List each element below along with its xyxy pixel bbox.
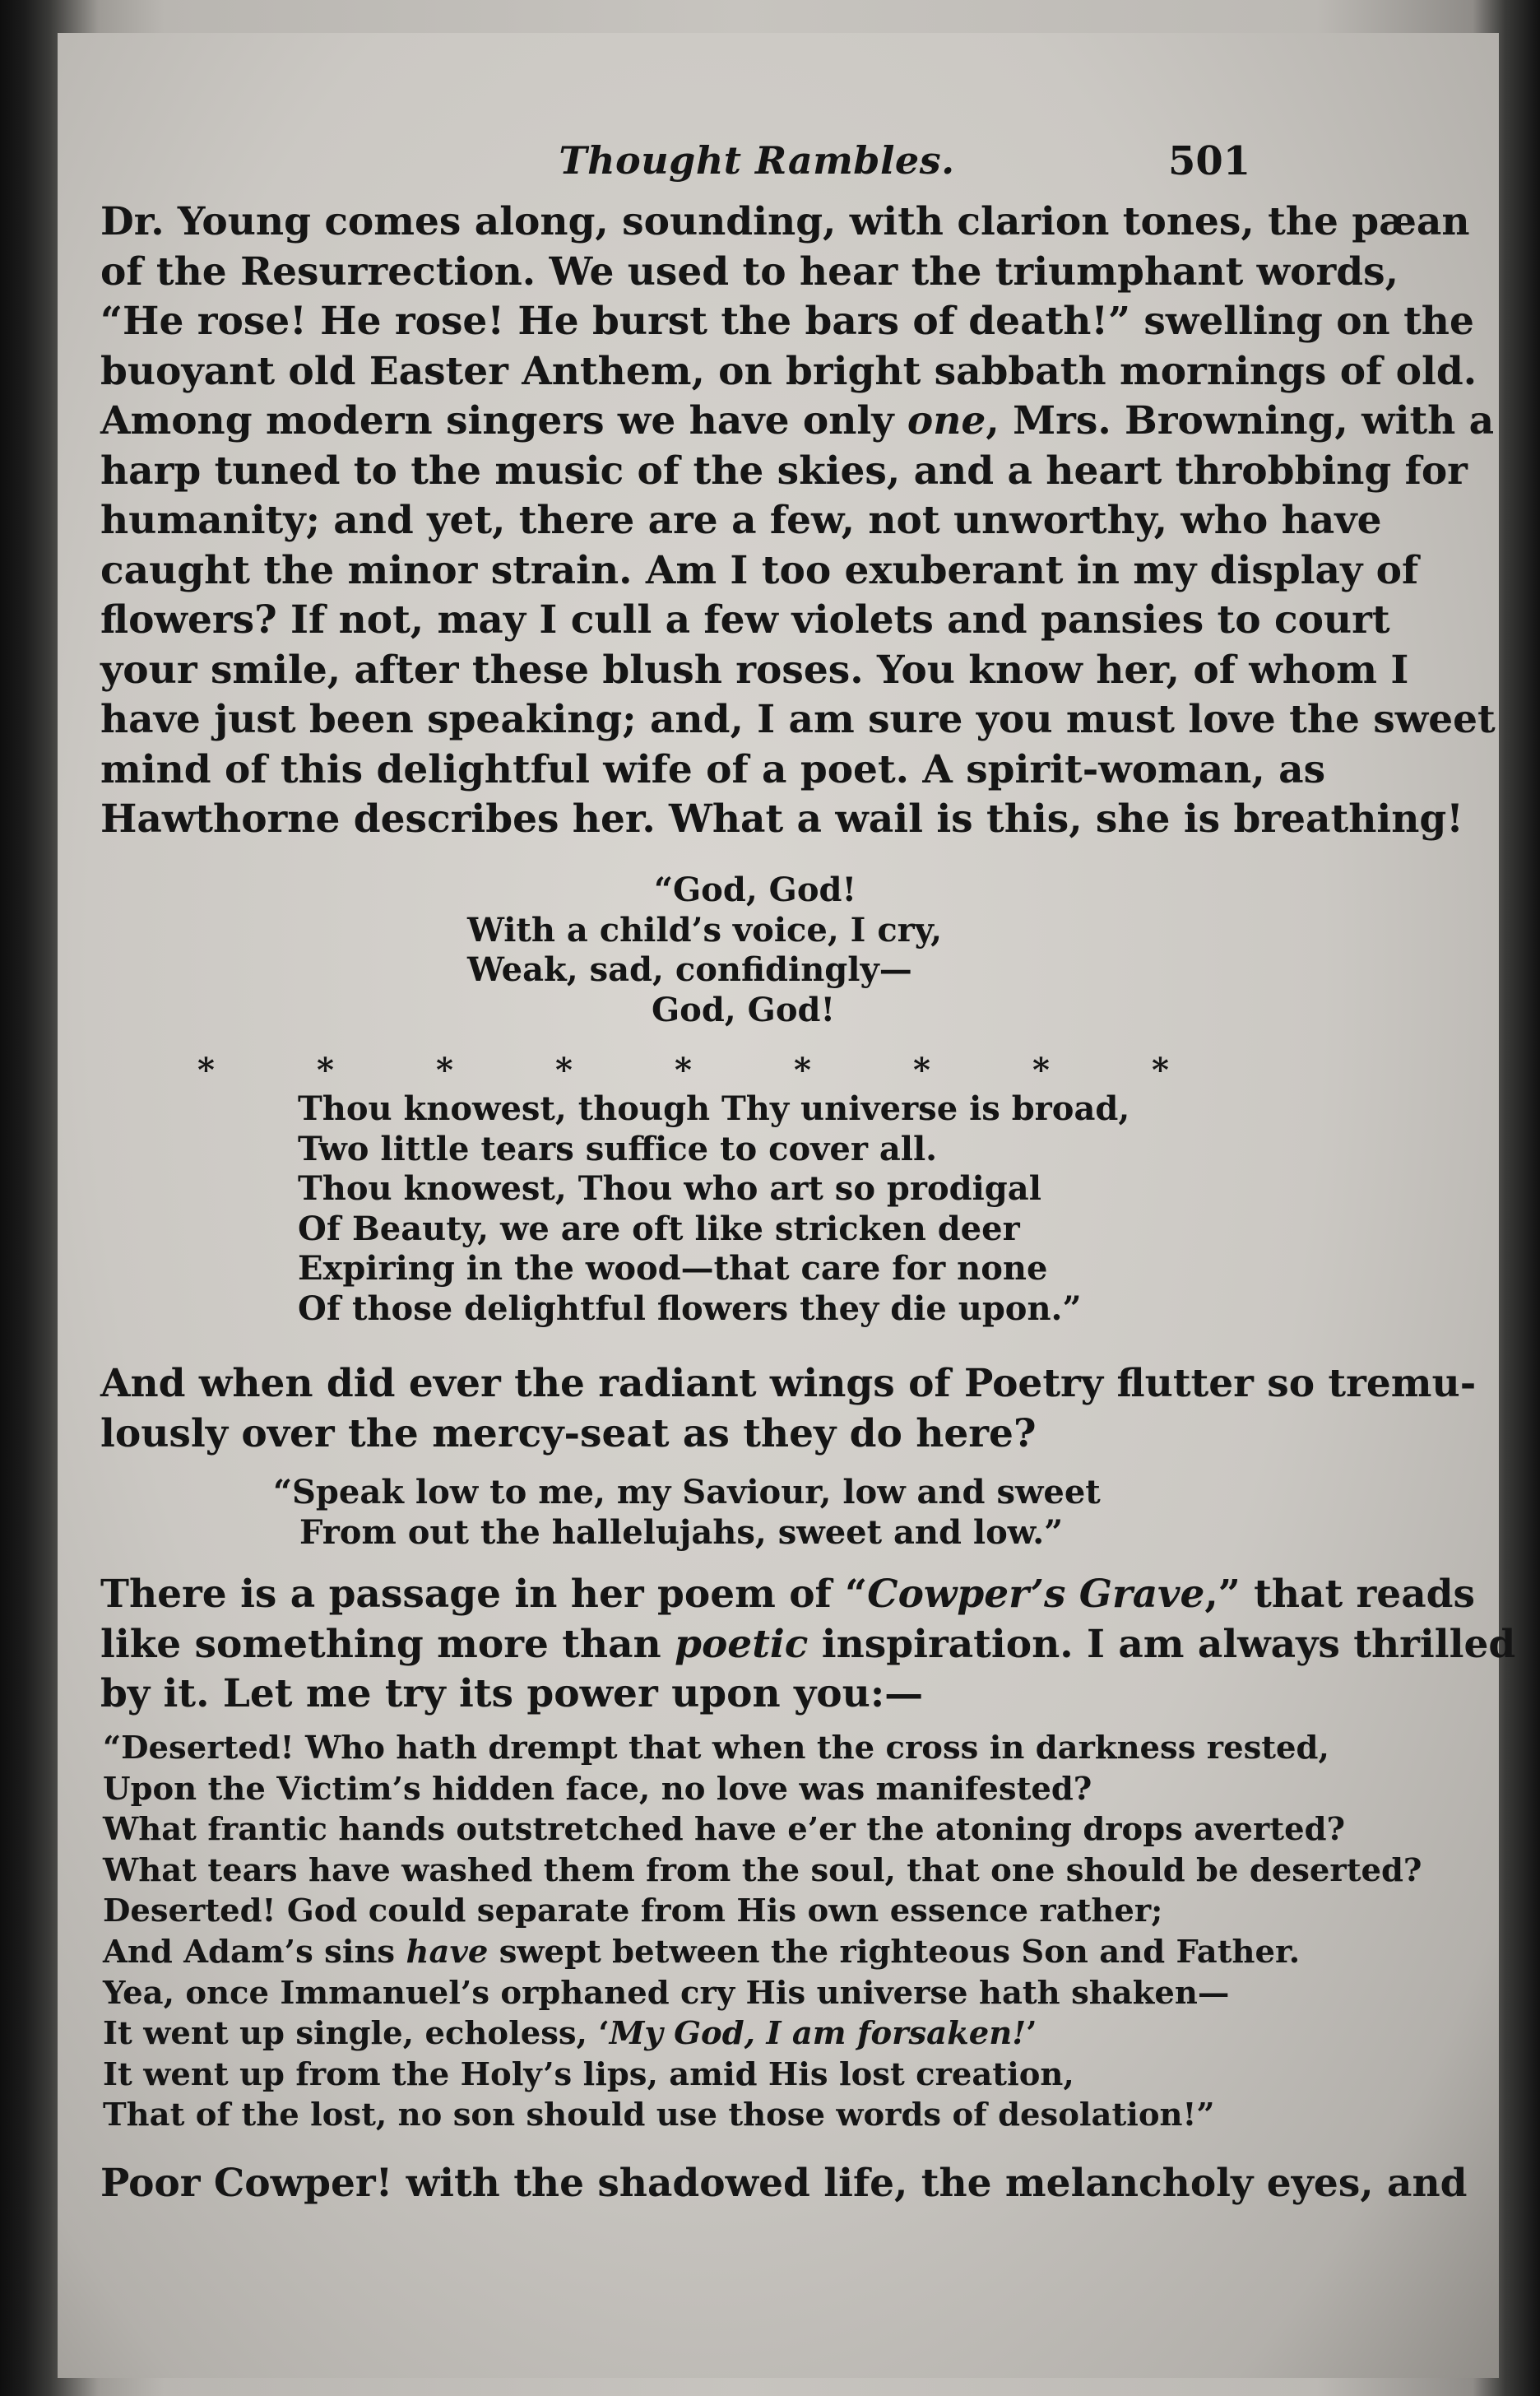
text-line: There is a passage in her poem of “Cowper’s Grave,” that reads bbox=[100, 1572, 1475, 1617]
text-line: by it. Let me try its power upon you:— bbox=[100, 1671, 924, 1716]
verse-line: Upon the Victim’s hidden face, no love was manifested? bbox=[103, 1770, 1092, 1808]
text-line: “He rose! He rose! He burst the bars of death!” swelling on the bbox=[100, 299, 1474, 344]
verse-line: It went up single, echoless, ‘My God, I am forsaken!’ bbox=[103, 2015, 1037, 2053]
running-head bbox=[58, 107, 1499, 189]
text-line: Dr. Young comes along, sounding, with clarion tones, the pæan bbox=[100, 199, 1470, 244]
verse-line: Thou knowest, Thou who art so prodigal bbox=[298, 1169, 1041, 1208]
paragraph-poor-cowper bbox=[100, 2159, 1468, 2209]
verse-line: “Deserted! Who hath drempt that when the cross in darkness rested, bbox=[103, 1730, 1329, 1767]
verse-line: Expiring in the wood—that care for none bbox=[298, 1249, 1048, 1288]
text-line: Among modern singers we have only one, Mrs. Browning, with a bbox=[100, 398, 1495, 443]
text-line: caught the minor strain. Am I too exuberant in my display of bbox=[100, 547, 1419, 593]
poem-deserted bbox=[103, 1728, 1422, 2136]
text-line: humanity; and yet, there are a few, not unworthy, who have bbox=[100, 498, 1382, 543]
text-line: have just been speaking; and, I am sure you must love the sweet bbox=[100, 697, 1496, 742]
text-line: mind of this delightful wife of a poet. A spirit-woman, as bbox=[100, 746, 1326, 792]
verse-line: What frantic hands outstretched have e’er the atoning drops averted? bbox=[103, 1811, 1346, 1849]
text-line: flowers? If not, may I cull a few violets and pansies to court bbox=[100, 597, 1390, 643]
asterisk: * bbox=[675, 1051, 692, 1089]
text-line: like something more than poetic inspiration. I am always thrilled bbox=[100, 1621, 1516, 1667]
asterisk: * bbox=[317, 1051, 334, 1089]
verse-line: God, God! bbox=[652, 990, 836, 1029]
text-line: Poor Cowper! with the shadowed life, the melancholy eyes, and bbox=[100, 2161, 1468, 2206]
poem-title: Cowper’s Grave bbox=[867, 1572, 1205, 1617]
verse-line: And Adam’s sins have swept between the righteous Son and Father. bbox=[103, 1933, 1301, 1971]
verse-line: Two little tears suffice to cover all. bbox=[298, 1129, 938, 1168]
verse-line: Deserted! God could separate from His own essence rather; bbox=[103, 1892, 1163, 1930]
verse-line: With a child’s voice, I cry, bbox=[467, 910, 943, 950]
verse-line: “Speak low to me, my Saviour, low and sweet bbox=[273, 1473, 1101, 1511]
text-line: Hawthorne describes her. What a wail is this, she is breathing! bbox=[100, 796, 1463, 842]
verse-line: Weak, sad, confidingly— bbox=[467, 950, 912, 989]
text-line: of the Resurrection. We used to hear the triumphant words, bbox=[100, 248, 1399, 295]
page-number: 501 bbox=[1168, 138, 1251, 184]
emphasis: poetic bbox=[675, 1621, 809, 1667]
paragraph-cowpers-grave bbox=[100, 1570, 1516, 1720]
verse-line: Of Beauty, we are oft like stricken deer bbox=[298, 1209, 1020, 1248]
emphasis: one bbox=[907, 398, 986, 443]
text-line: buoyant old Easter Anthem, on bright sabbath mornings of old. bbox=[100, 348, 1477, 394]
emphasis: have bbox=[406, 1933, 489, 1971]
verse-line: From out the hallelujahs, sweet and low.” bbox=[299, 1512, 1064, 1552]
verse-line: That of the lost, no son should use those words of desolation!” bbox=[103, 2096, 1215, 2134]
book-page bbox=[58, 33, 1516, 2378]
verse-line: Of those delightful flowers they die upon.” bbox=[298, 1289, 1082, 1328]
asterisk: * bbox=[1032, 1051, 1050, 1089]
verse-line: Thou knowest, though Thy universe is broad, bbox=[298, 1089, 1130, 1128]
asterisk: * bbox=[197, 1051, 215, 1089]
asterisk: * bbox=[1152, 1051, 1169, 1089]
asterisk: * bbox=[555, 1051, 573, 1089]
verse-line: “God, God! bbox=[654, 871, 857, 909]
verse-line: Yea, once Immanuel’s orphaned cry His universe hath shaken— bbox=[103, 1974, 1230, 2012]
text-line: lously over the mercy-seat as they do here? bbox=[100, 1410, 1037, 1456]
paragraph-radiant-wings bbox=[100, 1359, 1477, 1459]
asterisk: * bbox=[913, 1051, 930, 1089]
poem-thou-knowest bbox=[298, 1089, 1129, 1329]
asterisk: * bbox=[436, 1051, 453, 1089]
emphasis: My God, I am forsaken! bbox=[609, 2015, 1027, 2053]
verse-line: What tears have washed them from the soul, that one should be deserted? bbox=[103, 1851, 1422, 1889]
asterisk: * bbox=[794, 1051, 811, 1089]
text-line: your smile, after these blush roses. You know her, of whom I bbox=[100, 647, 1409, 693]
text-line: And when did ever the radiant wings of Poetry flutter so tremu- bbox=[100, 1361, 1477, 1406]
verse-line: It went up from the Holy’s lips, amid His lost creation, bbox=[103, 2055, 1074, 2093]
paragraph-resurrection bbox=[100, 197, 1496, 845]
running-title: Thought Rambles. bbox=[559, 138, 955, 183]
poem-speak-low bbox=[273, 1473, 1101, 1553]
asterisk-divider bbox=[197, 1051, 1267, 1092]
text-line: harp tuned to the music of the skies, and a heart throbbing for bbox=[100, 448, 1468, 494]
poem-god-god bbox=[58, 871, 1374, 1030]
